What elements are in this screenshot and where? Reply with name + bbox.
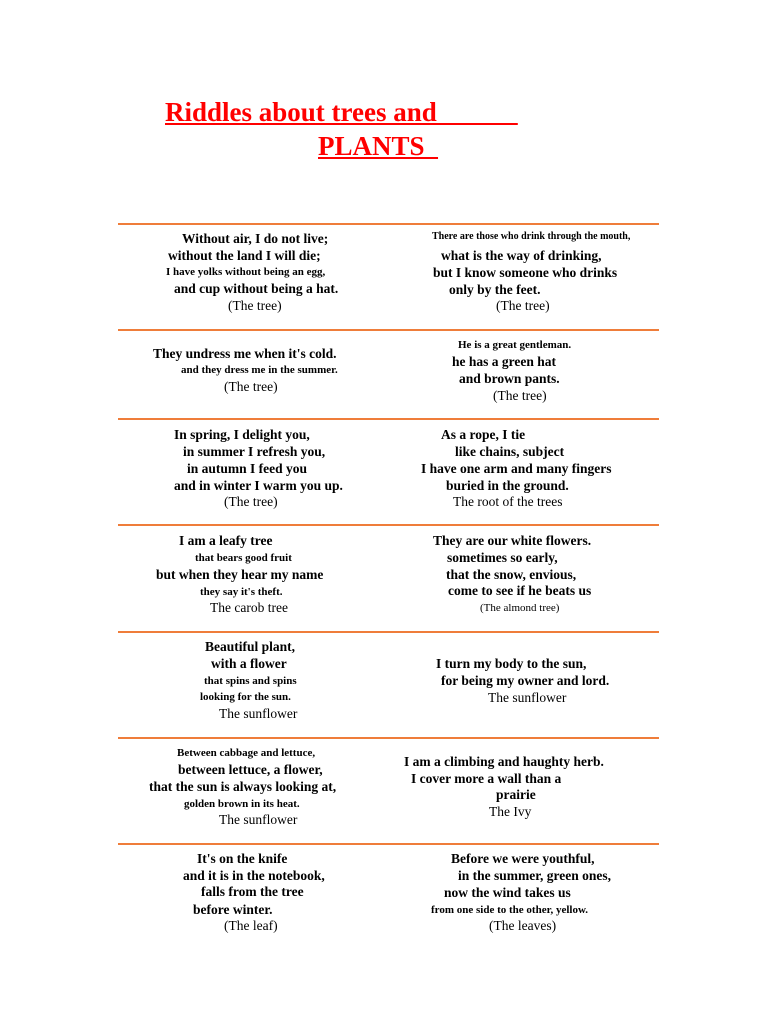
riddle-line: in summer I refresh you, [183, 444, 326, 459]
riddle-line: and they dress me in the summer. [181, 364, 338, 376]
riddle-line: before winter. [193, 902, 273, 917]
riddle-answer: (The tree) [224, 494, 278, 509]
riddle-line: I am a leafy tree [179, 533, 273, 548]
riddle-line: that the snow, envious, [446, 567, 577, 582]
riddle-line: only by the feet. [449, 282, 541, 297]
riddle-line: It's on the knife [197, 851, 288, 866]
riddle-line: looking for the sun. [200, 691, 291, 703]
riddle-answer: (The tree) [493, 388, 547, 403]
riddle-answer: (The leaf) [224, 918, 278, 933]
riddle-line: without the land I will die; [168, 248, 321, 263]
riddle-line: sometimes so early, [447, 550, 558, 565]
page-title-line-1: Riddles about trees and [165, 97, 518, 127]
riddle-line: and it is in the notebook, [183, 868, 325, 883]
riddle-line: he has a green hat [452, 354, 557, 369]
riddle-line: I turn my body to the sun, [436, 656, 587, 671]
riddle-answer: The sunflower [219, 812, 298, 827]
row-divider [118, 737, 659, 739]
riddle-line: but when they hear my name [156, 567, 324, 582]
riddle-line: now the wind takes us [444, 885, 571, 900]
row-divider [118, 843, 659, 845]
riddle-line: and in winter I warm you up. [174, 478, 343, 493]
riddle-line: I have yolks without being an egg, [166, 266, 326, 278]
riddle-line: like chains, subject [455, 444, 565, 459]
riddle-answer: The sunflower [488, 690, 567, 705]
riddle-line: prairie [496, 787, 536, 802]
riddle-line: Beautiful plant, [205, 639, 296, 654]
riddle-line: Before we were youthful, [451, 851, 595, 866]
riddle-line: come to see if he beats us [448, 583, 592, 598]
riddle-line: with a flower [211, 656, 287, 671]
riddle-line: but I know someone who drinks [433, 265, 618, 280]
riddle-line: There are those who drink through the mouth, [432, 231, 631, 242]
riddle-line: In spring, I delight you, [174, 427, 310, 442]
riddle-line: I have one arm and many fingers [421, 461, 612, 476]
riddle-answer: (The tree) [224, 379, 278, 394]
riddle-line: and cup without being a hat. [174, 281, 339, 296]
riddle-line: they say it's theft. [200, 586, 283, 598]
riddle-line: that spins and spins [204, 675, 297, 687]
riddle-answer: (The tree) [228, 298, 282, 313]
riddle-line: Between cabbage and lettuce, [177, 747, 316, 759]
riddle-line: from one side to the other, yellow. [431, 904, 589, 916]
row-divider [118, 418, 659, 420]
riddle-line: Without air, I do not live; [182, 231, 329, 246]
riddle-answer: The Ivy [489, 804, 532, 819]
riddle-line: falls from the tree [201, 884, 304, 899]
riddle-line: that the sun is always looking at, [149, 779, 337, 794]
row-divider [118, 223, 659, 225]
riddle-line: He is a great gentleman. [458, 339, 572, 351]
row-divider [118, 631, 659, 633]
riddle-answer: (The leaves) [489, 918, 557, 933]
riddle-answer: The sunflower [219, 706, 298, 721]
page-title-line-2: PLANTS [318, 131, 439, 161]
riddle-line: buried in the ground. [446, 478, 569, 493]
riddle-answer: The root of the trees [453, 494, 563, 509]
row-divider [118, 329, 659, 331]
riddle-line: They are our white flowers. [433, 533, 592, 548]
riddle-line: for being my owner and lord. [441, 673, 610, 688]
riddle-line: what is the way of drinking, [441, 248, 602, 263]
riddle-line: in autumn I feed you [187, 461, 308, 476]
riddle-answer: (The almond tree) [480, 602, 560, 614]
riddle-line: As a rope, I tie [441, 427, 526, 442]
riddle-line: that bears good fruit [195, 552, 292, 564]
riddle-line: between lettuce, a flower, [178, 762, 323, 777]
riddle-line: in the summer, green ones, [458, 868, 611, 883]
riddle-line: They undress me when it's cold. [153, 346, 337, 361]
row-divider [118, 524, 659, 526]
riddle-line: and brown pants. [459, 371, 560, 386]
riddle-answer: (The tree) [496, 298, 550, 313]
riddle-line: I am a climbing and haughty herb. [404, 754, 604, 769]
riddle-answer: The carob tree [210, 600, 288, 615]
riddle-line: I cover more a wall than a [411, 771, 562, 786]
riddle-line: golden brown in its heat. [184, 798, 300, 810]
